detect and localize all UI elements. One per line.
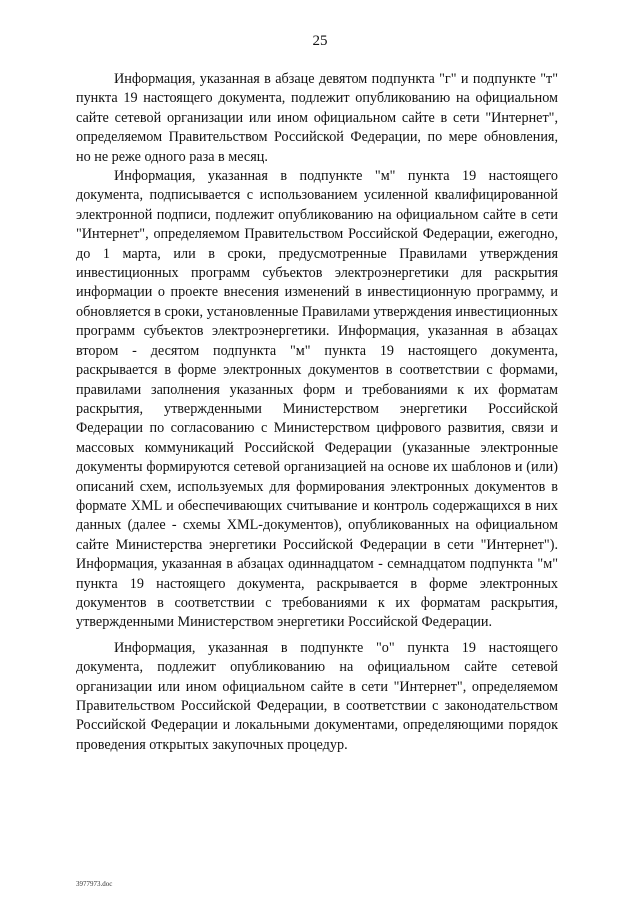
paragraph-2: Информация, указанная в подпункте "м" пункта 19 настоящего документа, подписывается с использованием усиленной квалифицированной электронной подписи, подлежит опубликованию на официальном сайте в сети "Интернет", определяемом Правительством Российской Федерации, ежегодно, до 1 марта, или в сроки, предусмотренные Правилами утверждения инвестиционных программ субъектов электроэнергетики для раскрытия информации о проекте внесения изменений в инвестиционную программу, и обновляется в сроки, установленные Правилами утверждения инвестиционных программ субъектов электроэнергетики. Информация, указанная в абзацах втором - десятом подпункта "м" пункта 19 настоящего документа, раскрывается в форме электронных документов в соответствии с формами, правилами заполнения указанных форм и требованиями к их форматам раскрытия, утвержденными Министерством энергетики Российской Федерации по согласованию с Министерством цифрового развития, связи и массовых коммуникаций Российской Федерации (указанные электронные документы формируются сетевой организацией на основе их шаблонов и (или) описаний схем, используемых для формирования электронных документов в формате XML и обеспечивающих считывание и контроль содержащихся в них данных (далее - схемы XML-документов), опубликованных на официальном сайте Министерства энергетики Российской Федерации в сети "Интернет"). Информация, указанная в абзацах одиннадцатом - семнадцатом подпункта "м" пункта 19 настоящего документа, раскрывается в форме электронных документов в соответствии с требованиями к их форматам раскрытия, утвержденными Министерством энергетики Российской Федерации. xyxy=(76,168,558,631)
document-body xyxy=(76,70,558,755)
file-name-footer: 3977973.doc xyxy=(76,880,113,888)
paragraph-1: Информация, указанная в абзаце девятом подпункта "г" и подпункте "т" пункта 19 настоящего документа, подлежит опубликованию на официальном сайте сетевой организации или ином официальном сайте в сети "Интернет", определяемом Правительством Российской Федерации, по мере обновления, но не реже одного раза в месяц. xyxy=(76,71,558,165)
page-number: 25 xyxy=(312,33,328,49)
paragraph-3: Информация, указанная в подпункте "о" пункта 19 настоящего документа, подлежит опубликованию на официальном сайте сетевой организации или ином официальном сайте в сети "Интернет", определяемом Правительством Российской Федерации, в соответствии с законодательством Российской Федерации и локальными документами, определяющими порядок проведения открытых закупочных процедур. xyxy=(76,639,558,753)
